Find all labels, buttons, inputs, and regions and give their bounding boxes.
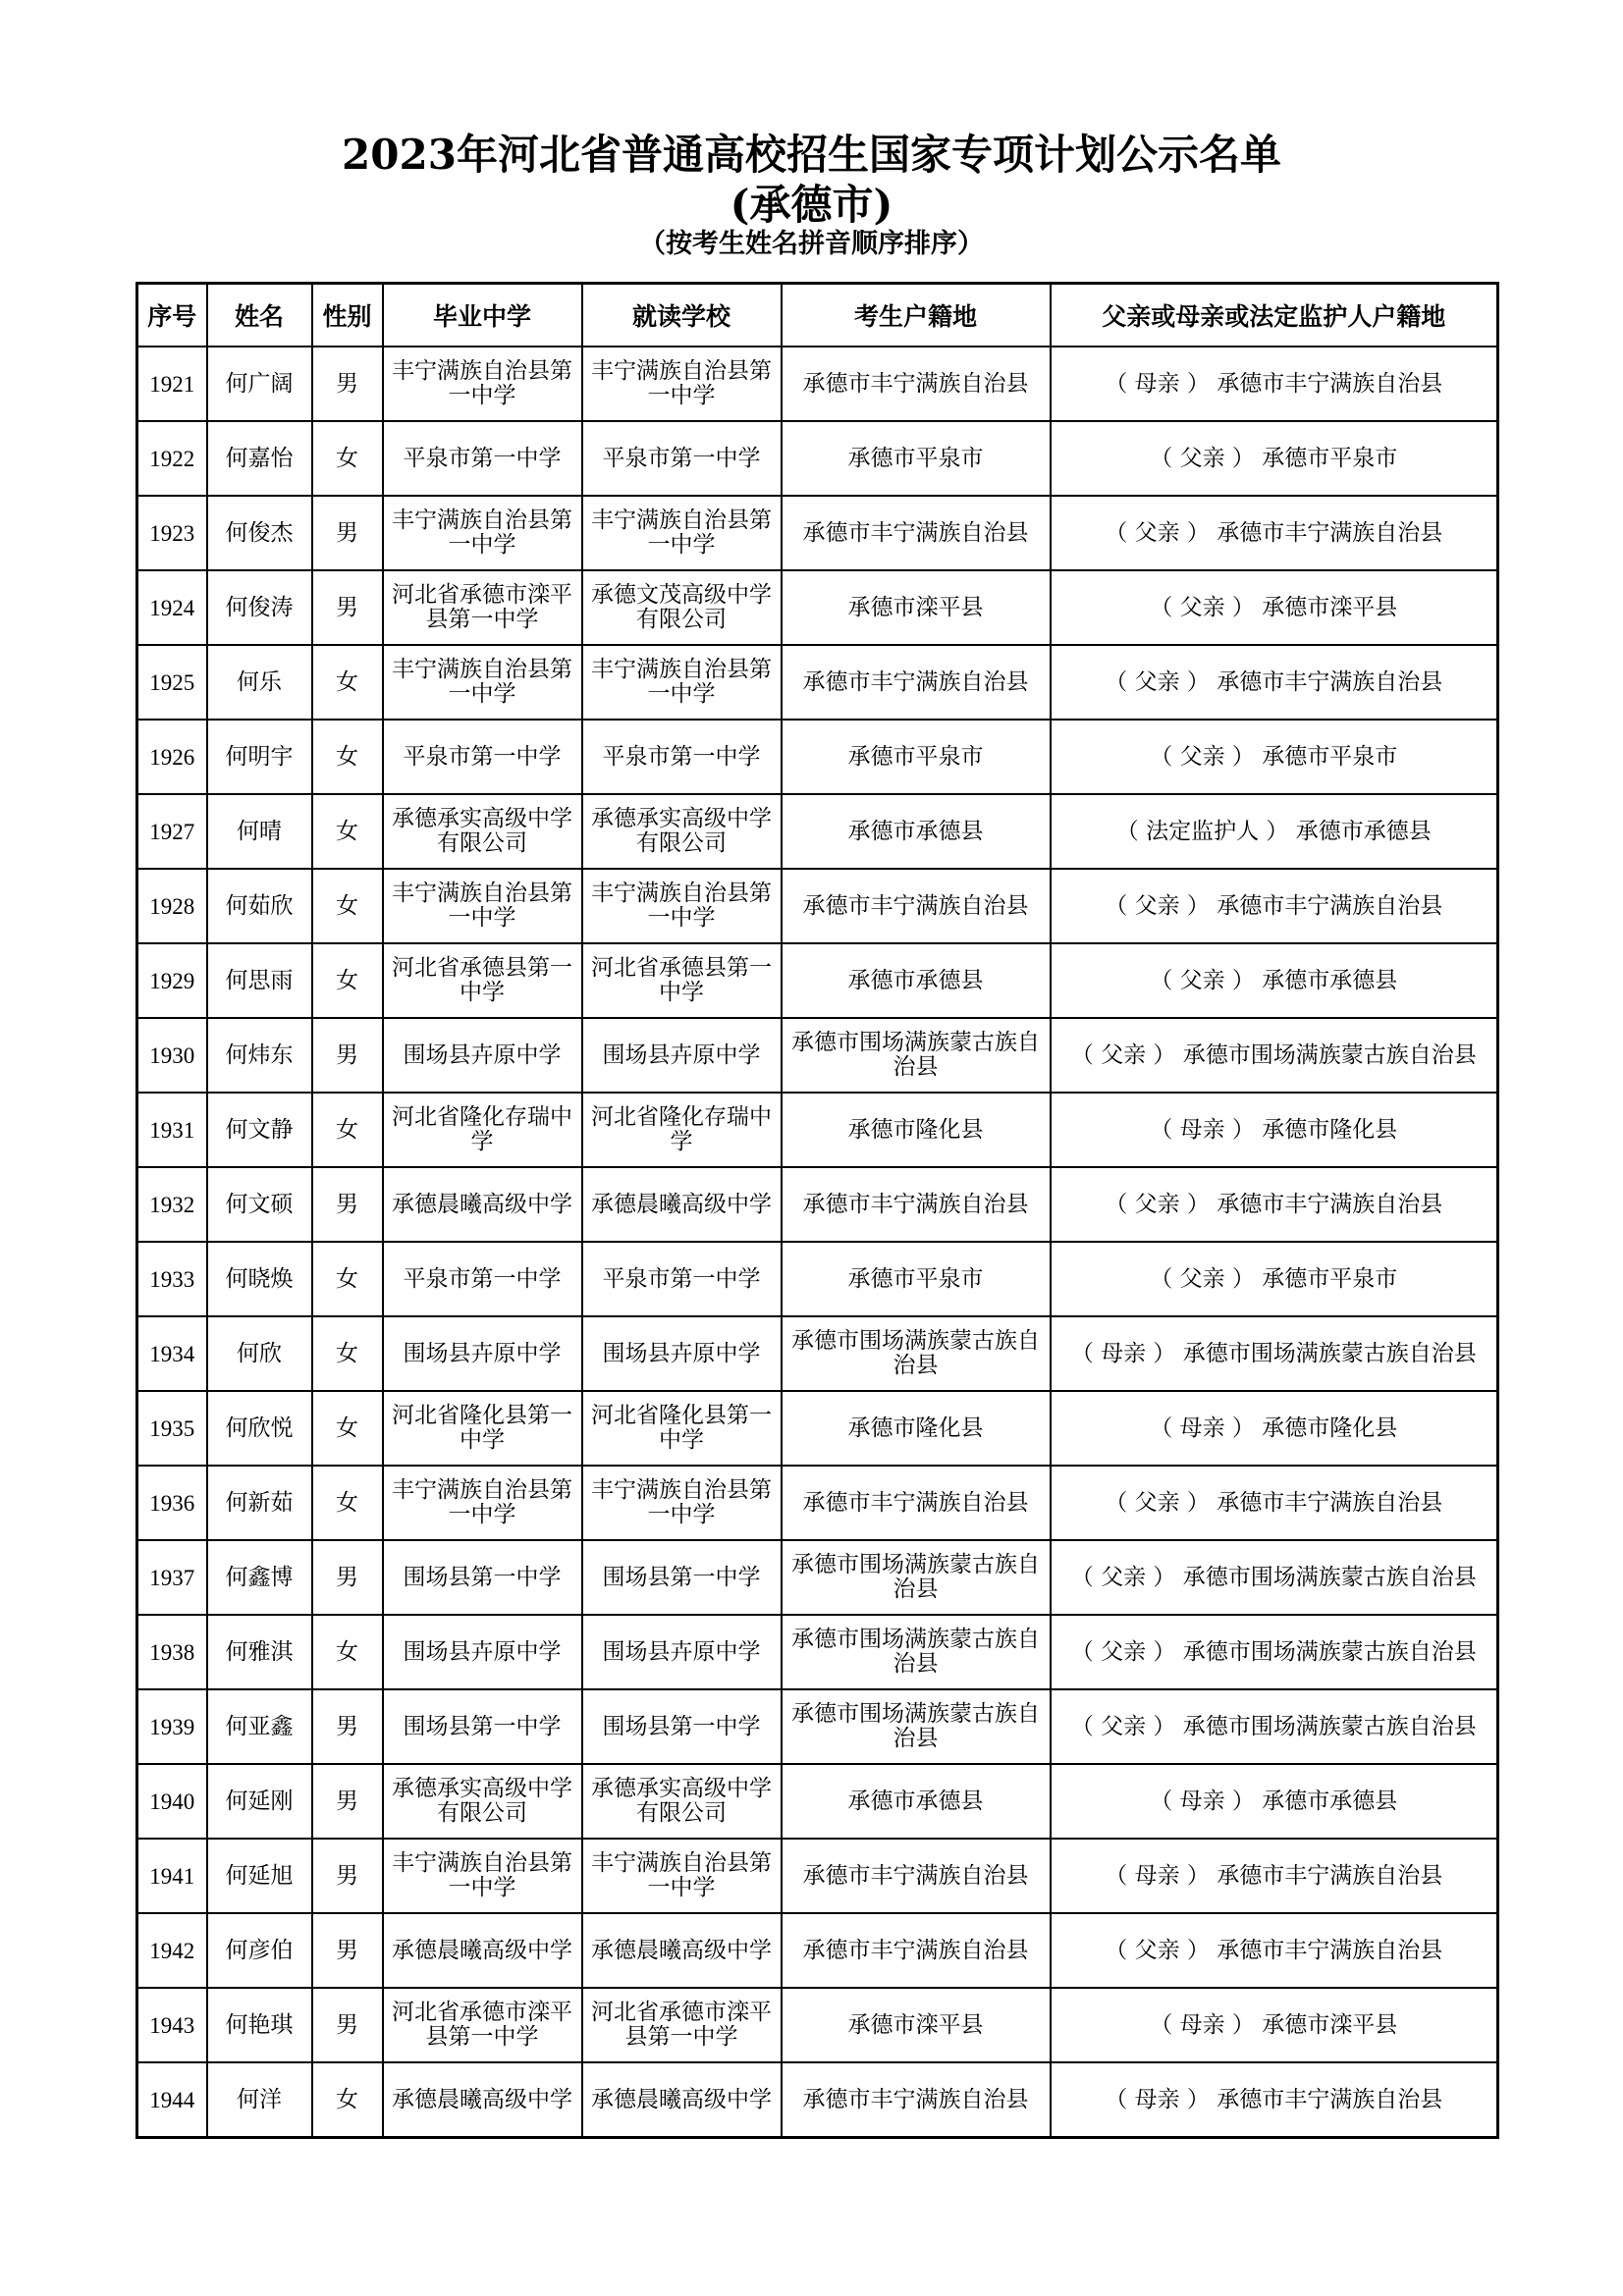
cell-name: 何彦伯	[207, 1913, 312, 1988]
column-header-guardian-hukou: 父亲或母亲或法定监护人户籍地	[1051, 284, 1498, 347]
cell-guardian-hukou: （ 父亲 ） 承德市平泉市	[1051, 720, 1498, 794]
cell-seq: 1943	[137, 1988, 207, 2062]
cell-gender: 男	[312, 1689, 383, 1764]
cell-graduate-school: 丰宁满族自治县第一中学	[383, 496, 582, 570]
cell-name: 何俊杰	[207, 496, 312, 570]
cell-name: 何乐	[207, 645, 312, 720]
cell-current-school: 承德文茂高级中学有限公司	[582, 570, 782, 645]
cell-name: 何延旭	[207, 1839, 312, 1913]
cell-current-school: 河北省承德县第一中学	[582, 943, 782, 1018]
cell-name: 何炜东	[207, 1018, 312, 1093]
cell-guardian-hukou: （ 父亲 ） 承德市平泉市	[1051, 1242, 1498, 1316]
cell-graduate-school: 丰宁满族自治县第一中学	[383, 869, 582, 943]
cell-gender: 男	[312, 1913, 383, 1988]
cell-graduate-school: 承德承实高级中学有限公司	[383, 1764, 582, 1839]
cell-graduate-school: 平泉市第一中学	[383, 1242, 582, 1316]
cell-guardian-hukou: （ 父亲 ） 承德市围场满族蒙古族自治县	[1051, 1615, 1498, 1689]
cell-current-school: 平泉市第一中学	[582, 421, 782, 496]
column-header-gender: 性别	[312, 284, 383, 347]
cell-name: 何文静	[207, 1093, 312, 1167]
cell-seq: 1926	[137, 720, 207, 794]
cell-guardian-hukou: （ 母亲 ） 承德市滦平县	[1051, 1988, 1498, 2062]
table-row	[137, 1615, 1498, 1689]
table-row	[137, 421, 1498, 496]
cell-guardian-hukou: （ 父亲 ） 承德市丰宁满族自治县	[1051, 869, 1498, 943]
cell-name: 何新茹	[207, 1466, 312, 1540]
cell-seq: 1939	[137, 1689, 207, 1764]
cell-name: 何雅淇	[207, 1615, 312, 1689]
cell-guardian-hukou: （ 母亲 ） 承德市承德县	[1051, 1764, 1498, 1839]
cell-guardian-hukou: （ 母亲 ） 承德市隆化县	[1051, 1391, 1498, 1466]
cell-current-school: 围场县卉原中学	[582, 1615, 782, 1689]
column-header-name: 姓名	[207, 284, 312, 347]
table-row	[137, 2062, 1498, 2138]
cell-seq: 1940	[137, 1764, 207, 1839]
cell-student-hukou: 承德市围场满族蒙古族自治县	[782, 1540, 1051, 1615]
cell-guardian-hukou: （ 母亲 ） 承德市丰宁满族自治县	[1051, 1839, 1498, 1913]
table-row	[137, 720, 1498, 794]
cell-graduate-school: 承德晨曦高级中学	[383, 2062, 582, 2138]
cell-current-school: 丰宁满族自治县第一中学	[582, 347, 782, 421]
cell-student-hukou: 承德市丰宁满族自治县	[782, 496, 1051, 570]
cell-current-school: 围场县第一中学	[582, 1689, 782, 1764]
cell-gender: 女	[312, 421, 383, 496]
table-row	[137, 347, 1498, 421]
cell-gender: 男	[312, 347, 383, 421]
table-row	[137, 1988, 1498, 2062]
cell-graduate-school: 围场县第一中学	[383, 1689, 582, 1764]
cell-student-hukou: 承德市围场满族蒙古族自治县	[782, 1689, 1051, 1764]
cell-graduate-school: 河北省承德市滦平县第一中学	[383, 570, 582, 645]
cell-seq: 1931	[137, 1093, 207, 1167]
cell-graduate-school: 河北省隆化县第一中学	[383, 1391, 582, 1466]
cell-student-hukou: 承德市平泉市	[782, 720, 1051, 794]
cell-student-hukou: 承德市围场满族蒙古族自治县	[782, 1316, 1051, 1391]
table-row	[137, 1466, 1498, 1540]
cell-gender: 男	[312, 1018, 383, 1093]
cell-graduate-school: 承德晨曦高级中学	[383, 1913, 582, 1988]
cell-name: 何欣悦	[207, 1391, 312, 1466]
cell-seq: 1935	[137, 1391, 207, 1466]
cell-graduate-school: 河北省承德县第一中学	[383, 943, 582, 1018]
cell-graduate-school: 丰宁满族自治县第一中学	[383, 1839, 582, 1913]
cell-current-school: 丰宁满族自治县第一中学	[582, 645, 782, 720]
cell-current-school: 承德晨曦高级中学	[582, 1167, 782, 1242]
cell-student-hukou: 承德市围场满族蒙古族自治县	[782, 1615, 1051, 1689]
cell-student-hukou: 承德市丰宁满族自治县	[782, 2062, 1051, 2138]
cell-name: 何晴	[207, 794, 312, 869]
cell-guardian-hukou: （ 父亲 ） 承德市丰宁满族自治县	[1051, 1466, 1498, 1540]
cell-gender: 男	[312, 1839, 383, 1913]
cell-student-hukou: 承德市丰宁满族自治县	[782, 1913, 1051, 1988]
cell-name: 何鑫博	[207, 1540, 312, 1615]
cell-seq: 1928	[137, 869, 207, 943]
cell-name: 何嘉怡	[207, 421, 312, 496]
table-row	[137, 1764, 1498, 1839]
cell-current-school: 平泉市第一中学	[582, 720, 782, 794]
cell-seq: 1922	[137, 421, 207, 496]
table-body	[137, 347, 1498, 2138]
cell-guardian-hukou: （ 父亲 ） 承德市围场满族蒙古族自治县	[1051, 1689, 1498, 1764]
table-row	[137, 570, 1498, 645]
column-header-seq: 序号	[137, 284, 207, 347]
cell-student-hukou: 承德市丰宁满族自治县	[782, 645, 1051, 720]
cell-guardian-hukou: （ 母亲 ） 承德市丰宁满族自治县	[1051, 2062, 1498, 2138]
cell-student-hukou: 承德市丰宁满族自治县	[782, 1839, 1051, 1913]
cell-graduate-school: 平泉市第一中学	[383, 720, 582, 794]
cell-current-school: 平泉市第一中学	[582, 1242, 782, 1316]
cell-guardian-hukou: （ 母亲 ） 承德市隆化县	[1051, 1093, 1498, 1167]
cell-gender: 男	[312, 496, 383, 570]
cell-current-school: 丰宁满族自治县第一中学	[582, 1466, 782, 1540]
cell-seq: 1936	[137, 1466, 207, 1540]
cell-name: 何文硕	[207, 1167, 312, 1242]
cell-seq: 1941	[137, 1839, 207, 1913]
cell-seq: 1937	[137, 1540, 207, 1615]
cell-graduate-school: 丰宁满族自治县第一中学	[383, 1466, 582, 1540]
cell-guardian-hukou: （ 父亲 ） 承德市平泉市	[1051, 421, 1498, 496]
cell-student-hukou: 承德市丰宁满族自治县	[782, 869, 1051, 943]
cell-gender: 女	[312, 1466, 383, 1540]
cell-guardian-hukou: （ 父亲 ） 承德市围场满族蒙古族自治县	[1051, 1018, 1498, 1093]
cell-gender: 男	[312, 1988, 383, 2062]
cell-guardian-hukou: （ 父亲 ） 承德市丰宁满族自治县	[1051, 1913, 1498, 1988]
cell-graduate-school: 围场县卉原中学	[383, 1615, 582, 1689]
cell-name: 何艳琪	[207, 1988, 312, 2062]
column-header-graduate-school: 毕业中学	[383, 284, 582, 347]
cell-guardian-hukou: （ 母亲 ） 承德市围场满族蒙古族自治县	[1051, 1316, 1498, 1391]
cell-name: 何明宇	[207, 720, 312, 794]
cell-name: 何俊涛	[207, 570, 312, 645]
cell-current-school: 河北省隆化县第一中学	[582, 1391, 782, 1466]
cell-seq: 1933	[137, 1242, 207, 1316]
table-row	[137, 1689, 1498, 1764]
cell-student-hukou: 承德市承德县	[782, 794, 1051, 869]
cell-seq: 1938	[137, 1615, 207, 1689]
cell-graduate-school: 河北省承德市滦平县第一中学	[383, 1988, 582, 2062]
table-row	[137, 645, 1498, 720]
cell-graduate-school: 丰宁满族自治县第一中学	[383, 645, 582, 720]
table-row	[137, 1839, 1498, 1913]
cell-graduate-school: 围场县第一中学	[383, 1540, 582, 1615]
cell-guardian-hukou: （ 父亲 ） 承德市滦平县	[1051, 570, 1498, 645]
cell-seq: 1923	[137, 496, 207, 570]
cell-graduate-school: 围场县卉原中学	[383, 1018, 582, 1093]
cell-current-school: 丰宁满族自治县第一中学	[582, 496, 782, 570]
table-row	[137, 1242, 1498, 1316]
cell-guardian-hukou: （ 父亲 ） 承德市围场满族蒙古族自治县	[1051, 1540, 1498, 1615]
cell-student-hukou: 承德市丰宁满族自治县	[782, 1466, 1051, 1540]
table-row	[137, 794, 1498, 869]
cell-student-hukou: 承德市平泉市	[782, 421, 1051, 496]
table-header-row	[137, 284, 1498, 347]
cell-guardian-hukou: （ 父亲 ） 承德市丰宁满族自治县	[1051, 645, 1498, 720]
cell-gender: 女	[312, 645, 383, 720]
cell-name: 何思雨	[207, 943, 312, 1018]
document-title: 2023年河北省普通高校招生国家专项计划公示名单	[342, 131, 1281, 179]
cell-seq: 1930	[137, 1018, 207, 1093]
cell-student-hukou: 承德市隆化县	[782, 1093, 1051, 1167]
cell-current-school: 承德承实高级中学有限公司	[582, 1764, 782, 1839]
table-row	[137, 869, 1498, 943]
cell-name: 何延刚	[207, 1764, 312, 1839]
cell-current-school: 丰宁满族自治县第一中学	[582, 1839, 782, 1913]
cell-name: 何洋	[207, 2062, 312, 2138]
cell-gender: 女	[312, 1316, 383, 1391]
cell-seq: 1934	[137, 1316, 207, 1391]
cell-graduate-school: 河北省隆化存瑞中学	[383, 1093, 582, 1167]
cell-guardian-hukou: （ 父亲 ） 承德市承德县	[1051, 943, 1498, 1018]
cell-guardian-hukou: （ 法定监护人 ） 承德市承德县	[1051, 794, 1498, 869]
cell-gender: 女	[312, 1093, 383, 1167]
cell-graduate-school: 平泉市第一中学	[383, 421, 582, 496]
cell-seq: 1921	[137, 347, 207, 421]
cell-graduate-school: 围场县卉原中学	[383, 1316, 582, 1391]
cell-seq: 1944	[137, 2062, 207, 2138]
column-header-current-school: 就读学校	[582, 284, 782, 347]
cell-current-school: 围场县卉原中学	[582, 1018, 782, 1093]
cell-gender: 女	[312, 794, 383, 869]
cell-gender: 女	[312, 1391, 383, 1466]
document-subtitle: (承德市)	[730, 181, 893, 229]
cell-gender: 女	[312, 943, 383, 1018]
cell-student-hukou: 承德市承德县	[782, 1764, 1051, 1839]
cell-current-school: 围场县卉原中学	[582, 1316, 782, 1391]
cell-current-school: 围场县第一中学	[582, 1540, 782, 1615]
table-row	[137, 1093, 1498, 1167]
table-row	[137, 1391, 1498, 1466]
cell-name: 何广阔	[207, 347, 312, 421]
table-row	[137, 1913, 1498, 1988]
cell-name: 何欣	[207, 1316, 312, 1391]
admission-roster-table	[135, 282, 1499, 2139]
cell-gender: 男	[312, 570, 383, 645]
cell-graduate-school: 丰宁满族自治县第一中学	[383, 347, 582, 421]
cell-gender: 男	[312, 1540, 383, 1615]
cell-gender: 女	[312, 869, 383, 943]
cell-seq: 1929	[137, 943, 207, 1018]
cell-gender: 女	[312, 2062, 383, 2138]
cell-name: 何茹欣	[207, 869, 312, 943]
cell-student-hukou: 承德市滦平县	[782, 1988, 1051, 2062]
cell-seq: 1924	[137, 570, 207, 645]
cell-gender: 女	[312, 720, 383, 794]
cell-current-school: 承德承实高级中学有限公司	[582, 794, 782, 869]
cell-student-hukou: 承德市承德县	[782, 943, 1051, 1018]
cell-student-hukou: 承德市围场满族蒙古族自治县	[782, 1018, 1051, 1093]
cell-current-school: 河北省隆化存瑞中学	[582, 1093, 782, 1167]
cell-gender: 女	[312, 1242, 383, 1316]
cell-graduate-school: 承德承实高级中学有限公司	[383, 794, 582, 869]
cell-guardian-hukou: （ 母亲 ） 承德市丰宁满族自治县	[1051, 347, 1498, 421]
cell-gender: 女	[312, 1615, 383, 1689]
cell-student-hukou: 承德市平泉市	[782, 1242, 1051, 1316]
cell-gender: 男	[312, 1167, 383, 1242]
cell-current-school: 丰宁满族自治县第一中学	[582, 869, 782, 943]
sort-order-note: （按考生姓名拼音顺序排序）	[639, 229, 984, 259]
table-row	[137, 943, 1498, 1018]
cell-guardian-hukou: （ 父亲 ） 承德市丰宁满族自治县	[1051, 1167, 1498, 1242]
cell-gender: 男	[312, 1764, 383, 1839]
table-row	[137, 1540, 1498, 1615]
table-row	[137, 1018, 1498, 1093]
cell-current-school: 承德晨曦高级中学	[582, 2062, 782, 2138]
cell-name: 何亚鑫	[207, 1689, 312, 1764]
cell-seq: 1927	[137, 794, 207, 869]
cell-seq: 1925	[137, 645, 207, 720]
table-row	[137, 1316, 1498, 1391]
cell-seq: 1932	[137, 1167, 207, 1242]
cell-student-hukou: 承德市丰宁满族自治县	[782, 1167, 1051, 1242]
cell-student-hukou: 承德市隆化县	[782, 1391, 1051, 1466]
cell-student-hukou: 承德市丰宁满族自治县	[782, 347, 1051, 421]
cell-graduate-school: 承德晨曦高级中学	[383, 1167, 582, 1242]
cell-current-school: 承德晨曦高级中学	[582, 1913, 782, 1988]
cell-guardian-hukou: （ 父亲 ） 承德市丰宁满族自治县	[1051, 496, 1498, 570]
cell-current-school: 河北省承德市滦平县第一中学	[582, 1988, 782, 2062]
column-header-student-hukou: 考生户籍地	[782, 284, 1051, 347]
table-row	[137, 1167, 1498, 1242]
cell-name: 何晓焕	[207, 1242, 312, 1316]
cell-seq: 1942	[137, 1913, 207, 1988]
cell-student-hukou: 承德市滦平县	[782, 570, 1051, 645]
table-row	[137, 496, 1498, 570]
